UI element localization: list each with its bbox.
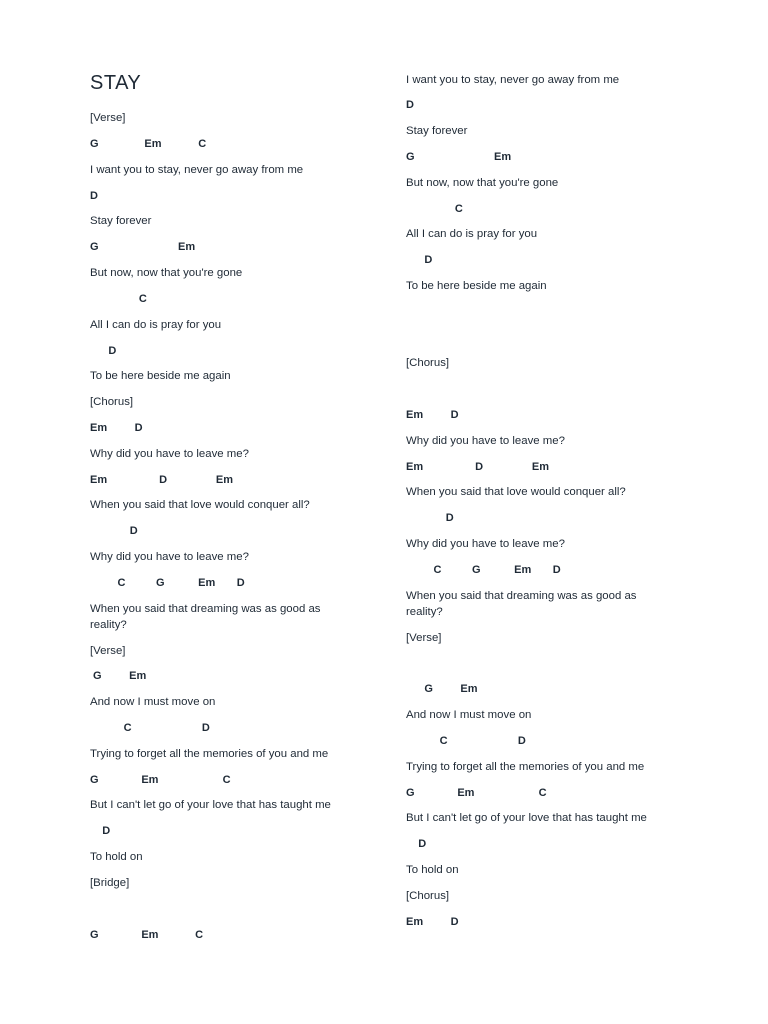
chord-line: D (406, 99, 414, 111)
lyric-line: I want you to stay, never go away from me (406, 74, 620, 86)
section-label: [Bridge] (90, 877, 130, 889)
lyric-line: reality? (406, 606, 443, 618)
chord-line: C (406, 203, 463, 215)
lyric-line: When you said that love would conquer all? (406, 486, 626, 498)
lyric-line: I want you to stay, never go away from me (90, 164, 304, 176)
lyric-line: But I can't let go of your love that has taught me (90, 799, 331, 811)
lyric-line: To be here beside me again (406, 280, 547, 292)
chord-line: G Em C (90, 929, 204, 941)
lyric-line: And now I must move on (90, 696, 216, 708)
chord-line: C D (90, 722, 210, 734)
lyric-line: To be here beside me again (90, 370, 231, 382)
chord-line: Em D Em (406, 461, 550, 473)
lyric-line: But now, now that you're gone (90, 267, 243, 279)
song-title: STAY (90, 72, 142, 94)
lyric-line: Why did you have to leave me? (90, 448, 249, 460)
lyric-line: To hold on (90, 851, 143, 863)
chord-line: G Em C (406, 787, 547, 799)
lyric-line: To hold on (406, 864, 459, 876)
lyric-line: Stay forever (90, 215, 152, 227)
chord-line: G Em C (90, 774, 231, 786)
lyric-line: When you said that dreaming was as good as (90, 603, 321, 615)
chord-line: G Em (406, 683, 478, 695)
chord-line: D (90, 190, 98, 202)
lyric-line: But now, now that you're gone (406, 177, 559, 189)
chord-line: C (90, 293, 147, 305)
chord-line: Em D (406, 916, 459, 928)
section-label: [Chorus] (406, 357, 450, 369)
lyric-line: All I can do is pray for you (406, 228, 538, 240)
section-label: [Chorus] (406, 890, 450, 902)
chord-line: D (90, 345, 117, 357)
chord-line: D (406, 512, 454, 524)
chord-line: Em D Em (90, 474, 234, 486)
chord-line: C G Em D (406, 564, 561, 576)
chord-line: G Em C (90, 138, 207, 150)
lyric-line: When you said that love would conquer all? (90, 499, 310, 511)
lyric-line: Why did you have to leave me? (406, 435, 565, 447)
lyric-line: Trying to forget all the memories of you and me (406, 761, 645, 773)
chord-line: Em D (406, 409, 459, 421)
chord-line: G Em (90, 670, 147, 682)
lyric-line: All I can do is pray for you (90, 319, 222, 331)
chord-line: C G Em D (90, 577, 245, 589)
chord-line: C D (406, 735, 526, 747)
chord-line: Em D (90, 422, 143, 434)
lyric-line: Why did you have to leave me? (406, 538, 565, 550)
section-label: [Verse] (406, 632, 442, 644)
lyric-line: And now I must move on (406, 709, 532, 721)
chord-line: D (90, 825, 111, 837)
section-label: [Chorus] (90, 396, 134, 408)
lyric-line: When you said that dreaming was as good as (406, 590, 637, 602)
chord-line: D (90, 525, 138, 537)
chord-line: D (406, 254, 433, 266)
lyric-line: Trying to forget all the memories of you and me (90, 748, 329, 760)
lyric-line: Stay forever (406, 125, 468, 137)
chord-line: G Em (90, 241, 196, 253)
lyric-line: Why did you have to leave me? (90, 551, 249, 563)
chord-line: G Em (406, 151, 512, 163)
section-label: [Verse] (90, 112, 126, 124)
section-label: [Verse] (90, 645, 126, 657)
chord-line: D (406, 838, 427, 850)
lyric-line: reality? (90, 619, 127, 631)
lyric-line: But I can't let go of your love that has taught me (406, 812, 647, 824)
